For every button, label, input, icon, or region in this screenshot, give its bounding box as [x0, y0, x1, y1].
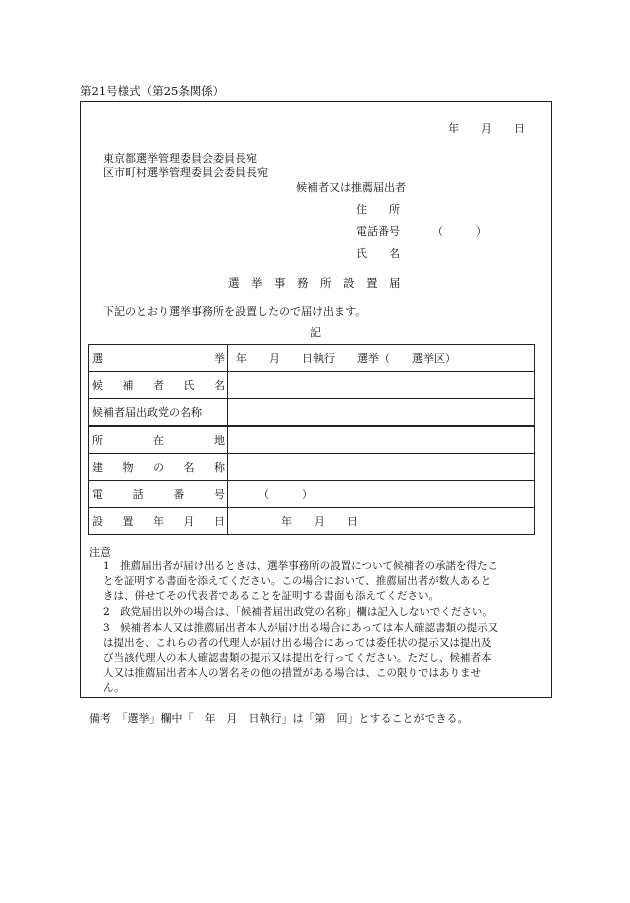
table-row [89, 454, 535, 481]
note-2: 2 政党届出以外の場合は、「候補者届出政党の名称」欄は記入しないでください。 [103, 606, 493, 618]
note-3-line-1: 3 候補者本人又は推薦届出者本人が届け出る場合にあっては本人確認書類の提示又 [103, 622, 499, 634]
row-label: 候補者届出政党の名称 [89, 399, 228, 427]
table-row [89, 399, 535, 427]
note-1-line-3: きは、併せてその代表者であることを証明する書面も添えてください。 [103, 590, 439, 602]
election-value[interactable]: 年 月 日執行 選挙（ 選挙区） [228, 345, 535, 372]
address-label: 住 所 [356, 203, 400, 216]
table-row [89, 481, 535, 508]
note-1-line-1: 1 推薦届出者が届け出るときは、選挙事務所の設置について候補者の承諾を得たこ [103, 560, 498, 572]
table-row [89, 345, 535, 372]
phone-label: 電話番号 [356, 225, 400, 238]
building-name-field[interactable] [228, 454, 535, 481]
biko-remark: 備考 「選挙」欄中「 年 月 日執行」は「第 回」とすることができる。 [89, 712, 469, 725]
table-row [89, 426, 535, 454]
addressee-tokyo: 東京都選挙管理委員会委員長宛 [103, 152, 257, 165]
main-table [88, 344, 535, 535]
row-label: 候 補 者 氏 名 [89, 372, 228, 399]
date-line: 年 月 日 [448, 122, 525, 135]
document-title: 選 挙 事 務 所 設 置 届 [228, 276, 401, 290]
phone-number-field[interactable]: （ ） [228, 481, 535, 508]
row-label: 建 物 の 名 称 [89, 454, 228, 481]
name-label: 氏 名 [356, 247, 400, 260]
note-1-line-2: とを証明する書面を添えてください。この場合において、推薦届出者が数人あると [103, 575, 492, 587]
row-label: 設 置 年 月 日 [89, 508, 228, 535]
notes-heading: 注意 [89, 546, 111, 559]
row-label: 所 在 地 [89, 426, 228, 454]
note-3-line-2: は提出を、これらの者の代理人が届け出る場合にあっては委任状の提示又は提出及 [103, 637, 492, 649]
candidate-name-field[interactable] [228, 372, 535, 399]
form-number: 第21号様式（第25条関係） [80, 84, 225, 98]
phone-parentheses: （ ） [432, 225, 487, 238]
note-3-line-4: 人又は推薦届出者本人の署名その他の措置がある場合は、この限りではありませ [103, 667, 481, 679]
note-3-line-5: ん。 [103, 682, 125, 694]
party-name-field[interactable] [228, 399, 535, 427]
intro-text: 下記のとおり選挙事務所を設置したので届け出ます。 [103, 305, 367, 318]
row-label: 選 挙 [89, 345, 228, 372]
applicant-title: 候補者又は推薦届出者 [296, 181, 406, 194]
established-date-field[interactable]: 年 月 日 [228, 508, 535, 535]
note-3-line-3: び当該代理人の本人確認書類の提示又は提出を行ってください。ただし、候補者本 [103, 652, 492, 664]
row-label: 電 話 番 号 [89, 481, 228, 508]
ki-mark: 記 [310, 326, 321, 339]
table-row [89, 372, 535, 399]
table-row [89, 508, 535, 535]
addressee-municipal: 区市町村選挙管理委員会委員長宛 [103, 166, 268, 179]
location-field[interactable] [228, 426, 535, 454]
